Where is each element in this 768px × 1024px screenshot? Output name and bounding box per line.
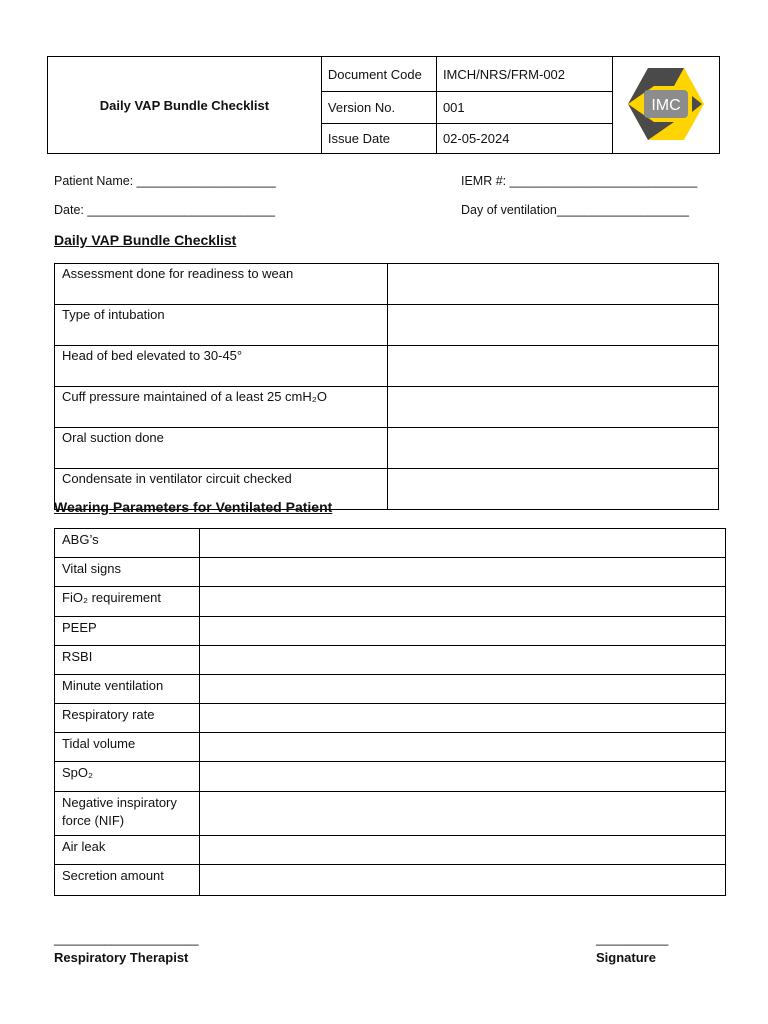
parameter-label: FiO₂ requirement: [55, 587, 200, 617]
table-row: [55, 704, 726, 733]
parameter-label: PEEP: [55, 617, 200, 646]
parameter-entry[interactable]: [200, 558, 726, 587]
table-row: [55, 836, 726, 865]
parameter-entry[interactable]: [200, 704, 726, 733]
parameter-entry[interactable]: [200, 836, 726, 865]
table-row: [55, 558, 726, 587]
issue-date-value: 02-05-2024: [436, 124, 612, 154]
iemr-field[interactable]: IEMR #: ___________________________: [461, 174, 698, 188]
parameter-entry[interactable]: [200, 865, 726, 896]
ventilation-parameters-table: [54, 528, 726, 896]
parameter-label: RSBI: [55, 646, 200, 675]
table-row: [55, 428, 719, 469]
parameter-entry[interactable]: [200, 529, 726, 558]
checklist-item-entry[interactable]: [388, 346, 719, 387]
form-title: Daily VAP Bundle Checklist: [48, 57, 322, 154]
parameter-label: SpO₂: [55, 762, 200, 792]
parameter-entry[interactable]: [200, 792, 726, 836]
imc-logo: [624, 64, 708, 144]
issue-date-label: Issue Date: [321, 124, 436, 154]
table-row: [55, 617, 726, 646]
parameter-label: ABG’s: [55, 529, 200, 558]
table-row: [55, 733, 726, 762]
logo-text: IMC: [651, 96, 681, 114]
checklist-item-label: Head of bed elevated to 30-45°: [55, 346, 388, 387]
day-of-ventilation-field[interactable]: Day of ventilation___________________: [461, 203, 689, 217]
parameter-label: Vital signs: [55, 558, 200, 587]
parameter-label: Tidal volume: [55, 733, 200, 762]
checklist-item-entry[interactable]: [388, 428, 719, 469]
parameter-label: Minute ventilation: [55, 675, 200, 704]
patient-name-field[interactable]: Patient Name: ____________________: [54, 174, 276, 188]
checklist-item-label: Condensate in ventilator circuit checked: [55, 469, 388, 510]
table-row: [55, 762, 726, 792]
parameters-heading: Wearing Parameters for Ventilated Patient: [54, 499, 333, 515]
table-row: [55, 865, 726, 896]
parameter-label: Negative inspiratory force (NIF): [55, 792, 200, 836]
parameter-entry[interactable]: [200, 646, 726, 675]
date-field[interactable]: Date: ___________________________: [54, 203, 276, 217]
table-row: [55, 264, 719, 305]
parameter-entry[interactable]: [200, 617, 726, 646]
logo-cell: [613, 57, 720, 154]
table-row: [55, 587, 726, 617]
document-code-label: Document Code: [321, 57, 436, 92]
table-row: [55, 346, 719, 387]
table-row: [55, 675, 726, 704]
therapist-signature-line[interactable]: ____________________: [54, 931, 199, 946]
signature-label: Signature: [596, 950, 656, 965]
table-row: [55, 305, 719, 346]
signature-line[interactable]: __________: [596, 931, 669, 946]
table-row: [55, 646, 726, 675]
therapist-label: Respiratory Therapist: [54, 950, 189, 965]
table-row: [55, 387, 719, 428]
parameter-entry[interactable]: [200, 587, 726, 617]
document-code-value: IMCH/NRS/FRM-002: [436, 57, 612, 92]
checklist-item-entry[interactable]: [388, 469, 719, 510]
checklist-item-entry[interactable]: [388, 264, 719, 305]
parameter-entry[interactable]: [200, 762, 726, 792]
document-header: [47, 56, 720, 154]
version-value: 001: [436, 92, 612, 124]
checklist-item-entry[interactable]: [388, 387, 719, 428]
checklist-item-entry[interactable]: [388, 305, 719, 346]
vap-checklist-table: [54, 263, 719, 510]
parameter-label: Respiratory rate: [55, 704, 200, 733]
checklist-item-label: Type of intubation: [55, 305, 388, 346]
checklist-item-label: Oral suction done: [55, 428, 388, 469]
parameter-label: Air leak: [55, 836, 200, 865]
version-label: Version No.: [321, 92, 436, 124]
parameter-entry[interactable]: [200, 675, 726, 704]
checklist-heading: Daily VAP Bundle Checklist: [54, 232, 237, 248]
table-row: [55, 529, 726, 558]
checklist-item-label: Assessment done for readiness to wean: [55, 264, 388, 305]
table-row: [55, 792, 726, 836]
parameter-label: Secretion amount: [55, 865, 200, 896]
checklist-item-label: Cuff pressure maintained of a least 25 cmH₂O: [55, 387, 388, 428]
parameter-entry[interactable]: [200, 733, 726, 762]
